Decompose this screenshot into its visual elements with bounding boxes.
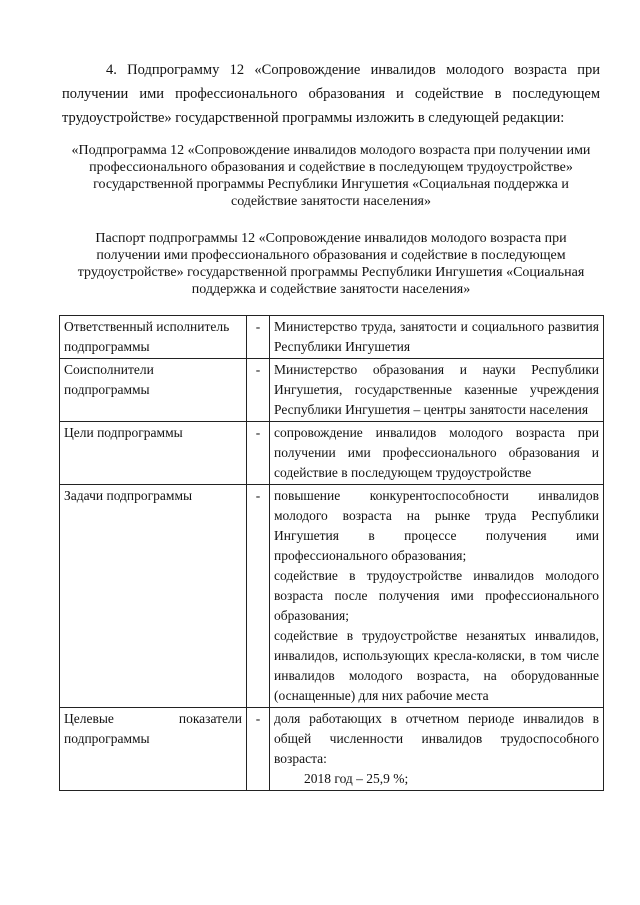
row-label-text: Целевые показатели подпрограммы bbox=[64, 711, 242, 746]
row-label: Ответственный исполнитель подпрограммы bbox=[60, 316, 247, 359]
paragraph-amendment bbox=[62, 58, 600, 130]
row-dash: - bbox=[247, 359, 270, 422]
row-value bbox=[270, 708, 604, 791]
table-row bbox=[60, 316, 604, 359]
table-row bbox=[60, 422, 604, 485]
row-label: Задачи подпрограммы bbox=[60, 485, 247, 708]
indicator-year-value: 2018 год – 25,9 %; bbox=[304, 771, 409, 786]
row-value bbox=[270, 485, 604, 708]
passport-table bbox=[59, 315, 604, 791]
row-label bbox=[60, 708, 247, 791]
task-item: содействие в трудоустройстве инвалидов молодого возраста после получения ими профессионального образования; bbox=[274, 568, 599, 623]
paragraph-amendment-text: 4. Подпрограмму 12 «Сопровождение инвалидов молодого возраста при получении ими профессионального образования и содействие в последующем трудоустройстве» государственной программы изложить в следующей редакции: bbox=[62, 62, 600, 126]
row-value bbox=[270, 359, 604, 422]
passport-heading: Паспорт подпрограммы 12 «Сопровождение инвалидов молодого возраста при получении ими профессионального образования и содействие в последующем трудоустройстве» государственной программы Республики Ингушетия «Социальная поддержка и содействие занятости населения» bbox=[77, 231, 585, 297]
table-row bbox=[60, 485, 604, 708]
row-dash: - bbox=[247, 316, 270, 359]
row-value-text: сопровождение инвалидов молодого возраста при получении ими профессионального образования и содействие в последующем трудоустройстве bbox=[274, 425, 599, 480]
row-value bbox=[270, 422, 604, 485]
row-label: Соисполнители подпрограммы bbox=[60, 359, 247, 422]
row-label: Цели подпрограммы bbox=[60, 422, 247, 485]
task-item: повышение конкурентоспособности инвалидов молодого возраста на рынке труда Республики Ингушетия в процессе получения ими профессионального образования; bbox=[274, 488, 599, 563]
row-dash: - bbox=[247, 708, 270, 791]
task-item: содействие в трудоустройстве незанятых инвалидов, инвалидов, использующих кресла-коляски, в том числе инвалидов молодого возраста, на оборудованные (оснащенные) для них рабочие места bbox=[274, 628, 599, 703]
row-value-text: Министерство труда, занятости и социального развития Республики Ингушетия bbox=[274, 319, 599, 354]
row-value bbox=[270, 316, 604, 359]
row-value-text: доля работающих в отчетном периоде инвалидов в общей численности инвалидов трудоспособного возраста: bbox=[274, 711, 599, 766]
row-dash: - bbox=[247, 422, 270, 485]
table-row bbox=[60, 359, 604, 422]
row-dash: - bbox=[247, 485, 270, 708]
row-value-text: Министерство образования и науки Республики Ингушетия, государственные казенные учреждения Республики Ингушетия – центры занятости населения bbox=[274, 362, 599, 417]
subprogram-heading: «Подпрограмма 12 «Сопровождение инвалидов молодого возраста при получении ими профессионального образования и содействие в последующем трудоустройстве» государственной программы Республики Ингушетия «Социальная поддержка и содействие занятости населения» bbox=[71, 143, 591, 209]
table-row bbox=[60, 708, 604, 791]
